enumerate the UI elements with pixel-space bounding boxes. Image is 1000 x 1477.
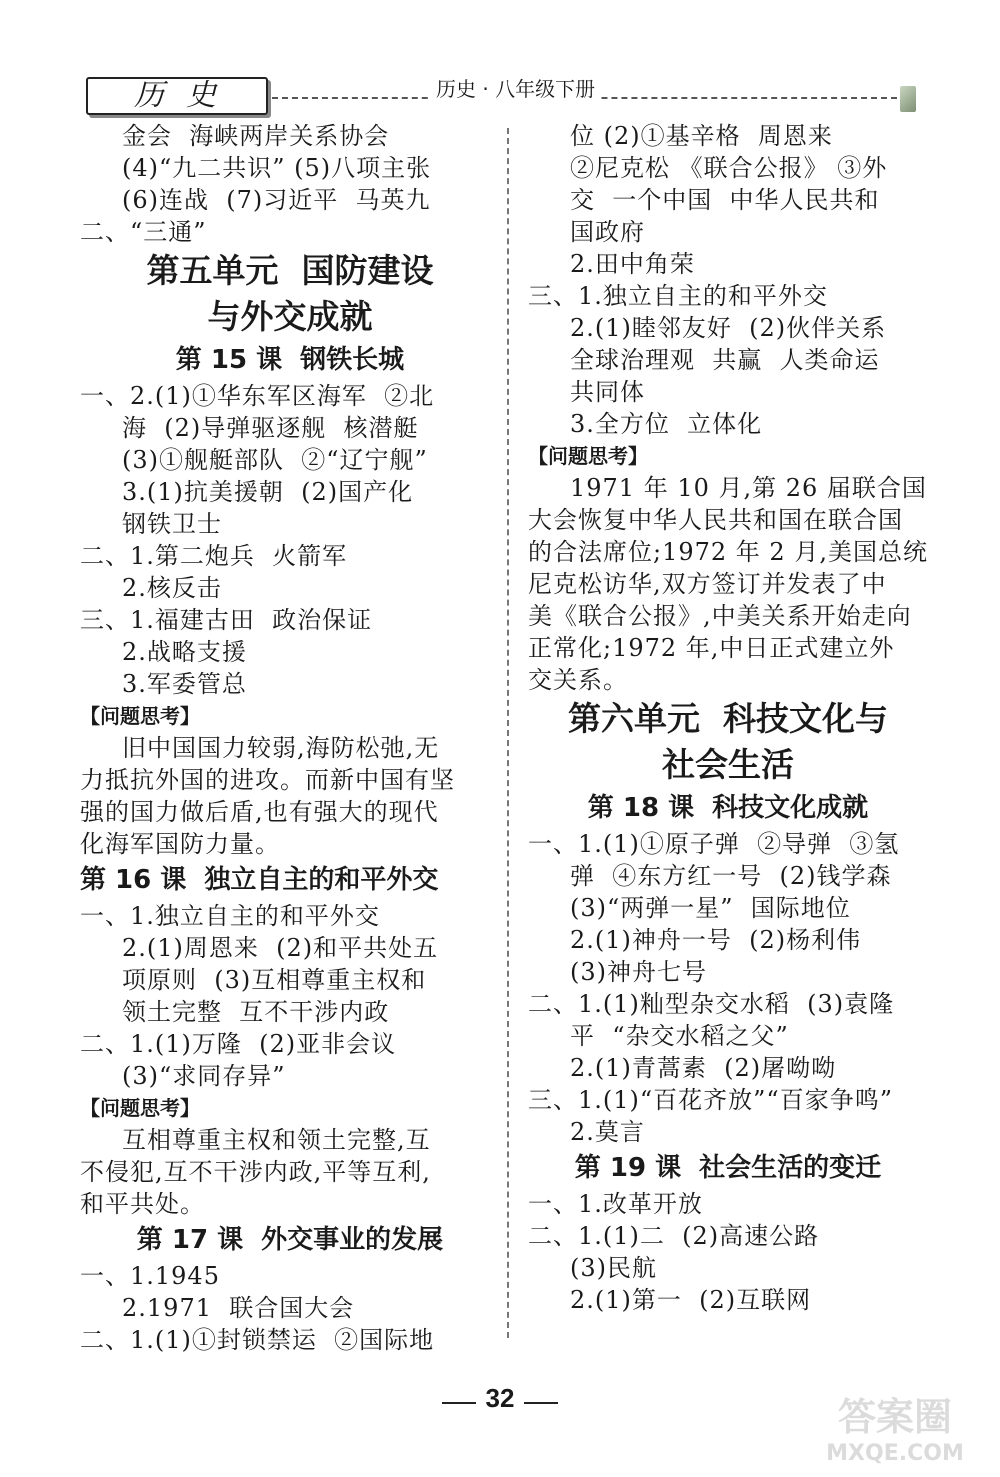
answer-line: 二、1.(1)二 (2)高速公路: [528, 1222, 820, 1250]
answer-line: 和平共处。: [80, 1190, 205, 1218]
answer-line: 强的国力做后盾,也有强大的现代: [80, 798, 439, 826]
answer-line: 金会 海峡两岸关系协会: [122, 122, 390, 150]
answer-line: 2.1971 联合国大会: [122, 1294, 355, 1322]
answer-line: 全球治理观 共赢 人类命运: [570, 346, 880, 374]
left-column: [80, 120, 500, 1356]
answer-line: 共同体: [570, 378, 645, 406]
answer-line: 2.(1)睦邻友好 (2)伙伴关系: [570, 314, 887, 342]
answer-line: 互相尊重主权和领土完整,互: [122, 1126, 431, 1154]
answer-line: 不侵犯,互不干涉内政,平等互利,: [80, 1158, 431, 1186]
answer-line: 二、1.第二炮兵 火箭军: [80, 542, 348, 570]
answer-line: 一、1.独立自主的和平外交: [80, 902, 380, 930]
answer-line: 弹 ④东方红一号 (2)钱学森: [570, 862, 892, 890]
answer-line: 项原则 (3)互相尊重主权和: [122, 966, 427, 994]
footer-dash-right: [524, 1402, 558, 1404]
thinking-heading: 【问题思考】: [80, 704, 200, 728]
right-column: [528, 120, 928, 1316]
answer-line: 2.(1)青蒿素 (2)屠呦呦: [570, 1054, 837, 1082]
answer-line: 交 一个中国 中华人民共和: [570, 186, 880, 214]
subject-label: 历史: [86, 77, 268, 115]
answer-line: 位 (2)①基辛格 周恩来: [570, 122, 833, 150]
answer-line: 2.莫言: [570, 1118, 645, 1146]
watermark-logo: [800, 1388, 990, 1468]
answer-line: 3.全方位 立体化: [570, 410, 763, 438]
answer-line: (3)“求同存异”: [122, 1062, 286, 1090]
answer-line: 2.战略支援: [122, 638, 247, 666]
answer-line: 大会恢复中华人民共和国在联合国: [528, 506, 903, 534]
answer-line: 旧中国国力较弱,海防松弛,无: [122, 734, 440, 762]
answer-line: 国政府: [570, 218, 645, 246]
answer-line: 2.核反击: [122, 574, 222, 602]
lesson-title: 第 15 课 钢铁长城: [175, 345, 405, 375]
answer-line: 2.(1)第一 (2)互联网: [570, 1286, 812, 1314]
footer-dash-left: [442, 1402, 476, 1404]
answer-line: 正常化;1972 年,中日正式建立外: [528, 634, 895, 662]
answer-line: 交关系。: [528, 666, 628, 694]
page-header: [0, 0, 1000, 130]
answer-line: 一、2.(1)①华东军区海军 ②北: [80, 382, 435, 410]
unit-title: 社会生活: [662, 745, 794, 784]
answer-line: 领土完整 互不干涉内政: [122, 998, 390, 1026]
answer-line: 三、1.独立自主的和平外交: [528, 282, 828, 310]
answer-line: ②尼克松 《联合公报》 ③外: [570, 154, 888, 182]
answer-line: 海 (2)导弹驱逐舰 核潜艇: [122, 414, 419, 442]
answer-line: 尼克松访华,双方签订并发表了中: [528, 570, 887, 598]
answer-line: (6)连战 (7)习近平 马英九: [122, 186, 431, 214]
answer-line: (3)“两弹一星” 国际地位: [570, 894, 851, 922]
book-title: 历史 · 八年级下册: [430, 73, 601, 102]
lesson-title: 第 19 课 社会生活的变迁: [574, 1153, 882, 1183]
lesson-title: 第 18 课 科技文化成就: [587, 793, 869, 823]
answer-line: 一、1.1945: [80, 1262, 220, 1290]
answer-line: 2.(1)神舟一号 (2)杨利伟: [570, 926, 862, 954]
answer-line: 美《联合公报》,中美关系开始走向: [528, 602, 912, 630]
answer-line: 二、1.(1)①封锁禁运 ②国际地: [80, 1326, 435, 1354]
answer-line: 钢铁卫士: [122, 510, 222, 538]
answer-line: 二、“三通”: [80, 218, 207, 246]
answer-line: 1971 年 10 月,第 26 届联合国: [570, 474, 927, 502]
lesson-title: 第 17 课 外交事业的发展: [136, 1225, 444, 1255]
column-divider: [507, 128, 509, 1338]
answer-line: 化海军国防力量。: [80, 830, 280, 858]
answer-line: 的合法席位;1972 年 2 月,美国总统: [528, 538, 928, 566]
answer-line: (3)①舰艇部队 ②“辽宁舰”: [122, 446, 428, 474]
answer-line: (4)“九二共识” (5)八项主张: [122, 154, 432, 182]
unit-title: 第六单元 科技文化与: [568, 699, 888, 738]
answer-line: (3)神舟七号: [570, 958, 707, 986]
answer-line: 2.田中角荣: [570, 250, 695, 278]
answer-line: 一、1.(1)①原子弹 ②导弹 ③氢: [528, 830, 900, 858]
thinking-heading: 【问题思考】: [528, 444, 648, 468]
answer-line: 2.(1)周恩来 (2)和平共处五: [122, 934, 439, 962]
watermark-top-text: 答案圈: [837, 1395, 953, 1439]
answer-line: 3.(1)抗美援朝 (2)国产化: [122, 478, 414, 506]
answer-line: 二、1.(1)万隆 (2)亚非会议: [80, 1030, 397, 1058]
answer-line: 二、1.(1)籼型杂交水稻 (3)袁隆: [528, 990, 895, 1018]
answer-line: 3.军委管总: [122, 670, 247, 698]
answer-line: 力抵抗外国的进攻。而新中国有坚: [80, 766, 455, 794]
answer-line: (3)民航: [570, 1254, 657, 1282]
corner-decoration-icon: [900, 86, 916, 112]
thinking-heading: 【问题思考】: [80, 1096, 200, 1120]
answer-line: 一、1.改革开放: [528, 1190, 703, 1218]
lesson-title: 第 16 课 独立自主的和平外交: [80, 865, 439, 895]
unit-title: 与外交成就: [207, 297, 373, 336]
unit-title: 第五单元 国防建设: [146, 251, 434, 290]
page-number: 32: [485, 1383, 515, 1413]
watermark-bottom-text: MXQE.COM: [826, 1441, 964, 1466]
answer-line: 平 “杂交水稻之父”: [570, 1022, 789, 1050]
answer-line: 三、1.(1)“百花齐放”“百家争鸣”: [528, 1086, 893, 1114]
answer-line: 三、1.福建古田 政治保证: [80, 606, 373, 634]
